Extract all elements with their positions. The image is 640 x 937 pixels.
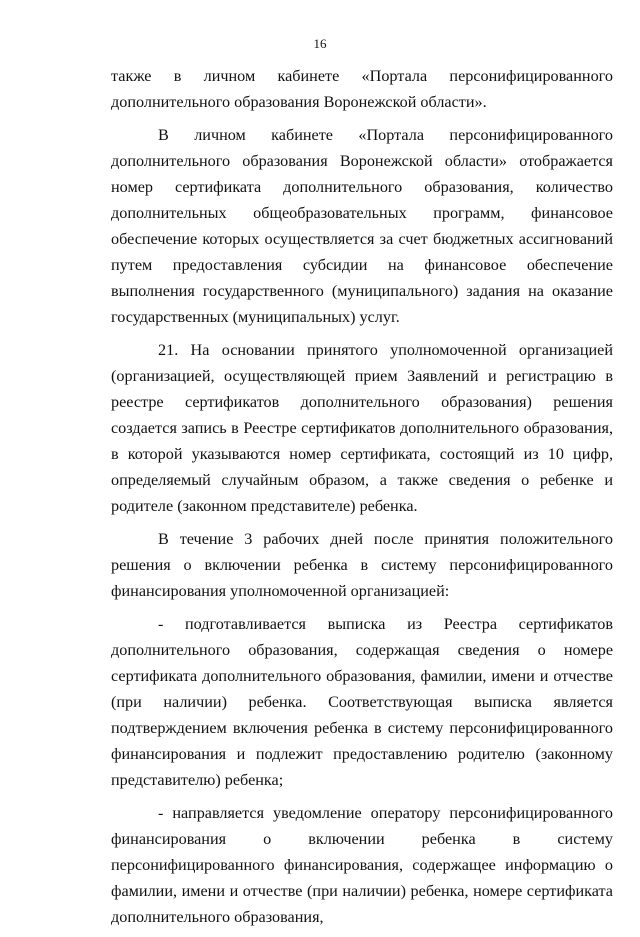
document-body [111,63,613,937]
paragraph-3: 21. На основании принятого уполномоченной организацией (организацией, осуществляющей прием Заявлений и регистрацию в реестре сертификатов дополнительного образования) решения создается запись в Реестре сертификатов дополнительного образования, в которой указываются номер сертификата, состоящий из 10 цифр, определяемый случайным образом, а также сведения о ребенке и родителе (законном представителе) ребенка. [111,341,613,515]
paragraph-4: В течение 3 рабочих дней после принятия положительного решения о включении ребенка в систему персонифицированного финансирования уполномоченной организацией: [111,530,613,600]
list-item-1: - подготавливается выписка из Реестра сертификатов дополнительного образования, содержащая сведения о номере сертификата дополнительного образования, фамилии, имени и отчестве (при наличии) ребенка. Соответствующая выписка является подтверждением включения ребенка в систему персонифицированного финансирования и подлежит предоставлению родителю (законному представителю) ребенка; [111,615,613,789]
paragraph-2: В личном кабинете «Портала персонифицированного дополнительного образования Воронежской области» отображается номер сертификата дополнительного образования, количество дополнительных общеобразовательных программ, финансовое обеспечение которых осуществляется за счет бюджетных ассигнований путем предоставления субсидии на финансовое обеспечение выполнения государственного (муниципального) задания на оказание государственных (муниципальных) услуг. [111,126,613,326]
paragraph-1: также в личном кабинете «Портала персонифицированного дополнительного образования Воронежской области». [111,67,613,111]
page-number: 16 [313,36,327,51]
list-item-2: - направляется уведомление оператору персонифицированного финансирования о включении ребенка в систему персонифицированного финансирования, содержащее информацию о фамилии, имени и отчестве (при наличии) ребенка, номере сертификата дополнительного образования, [111,804,613,926]
